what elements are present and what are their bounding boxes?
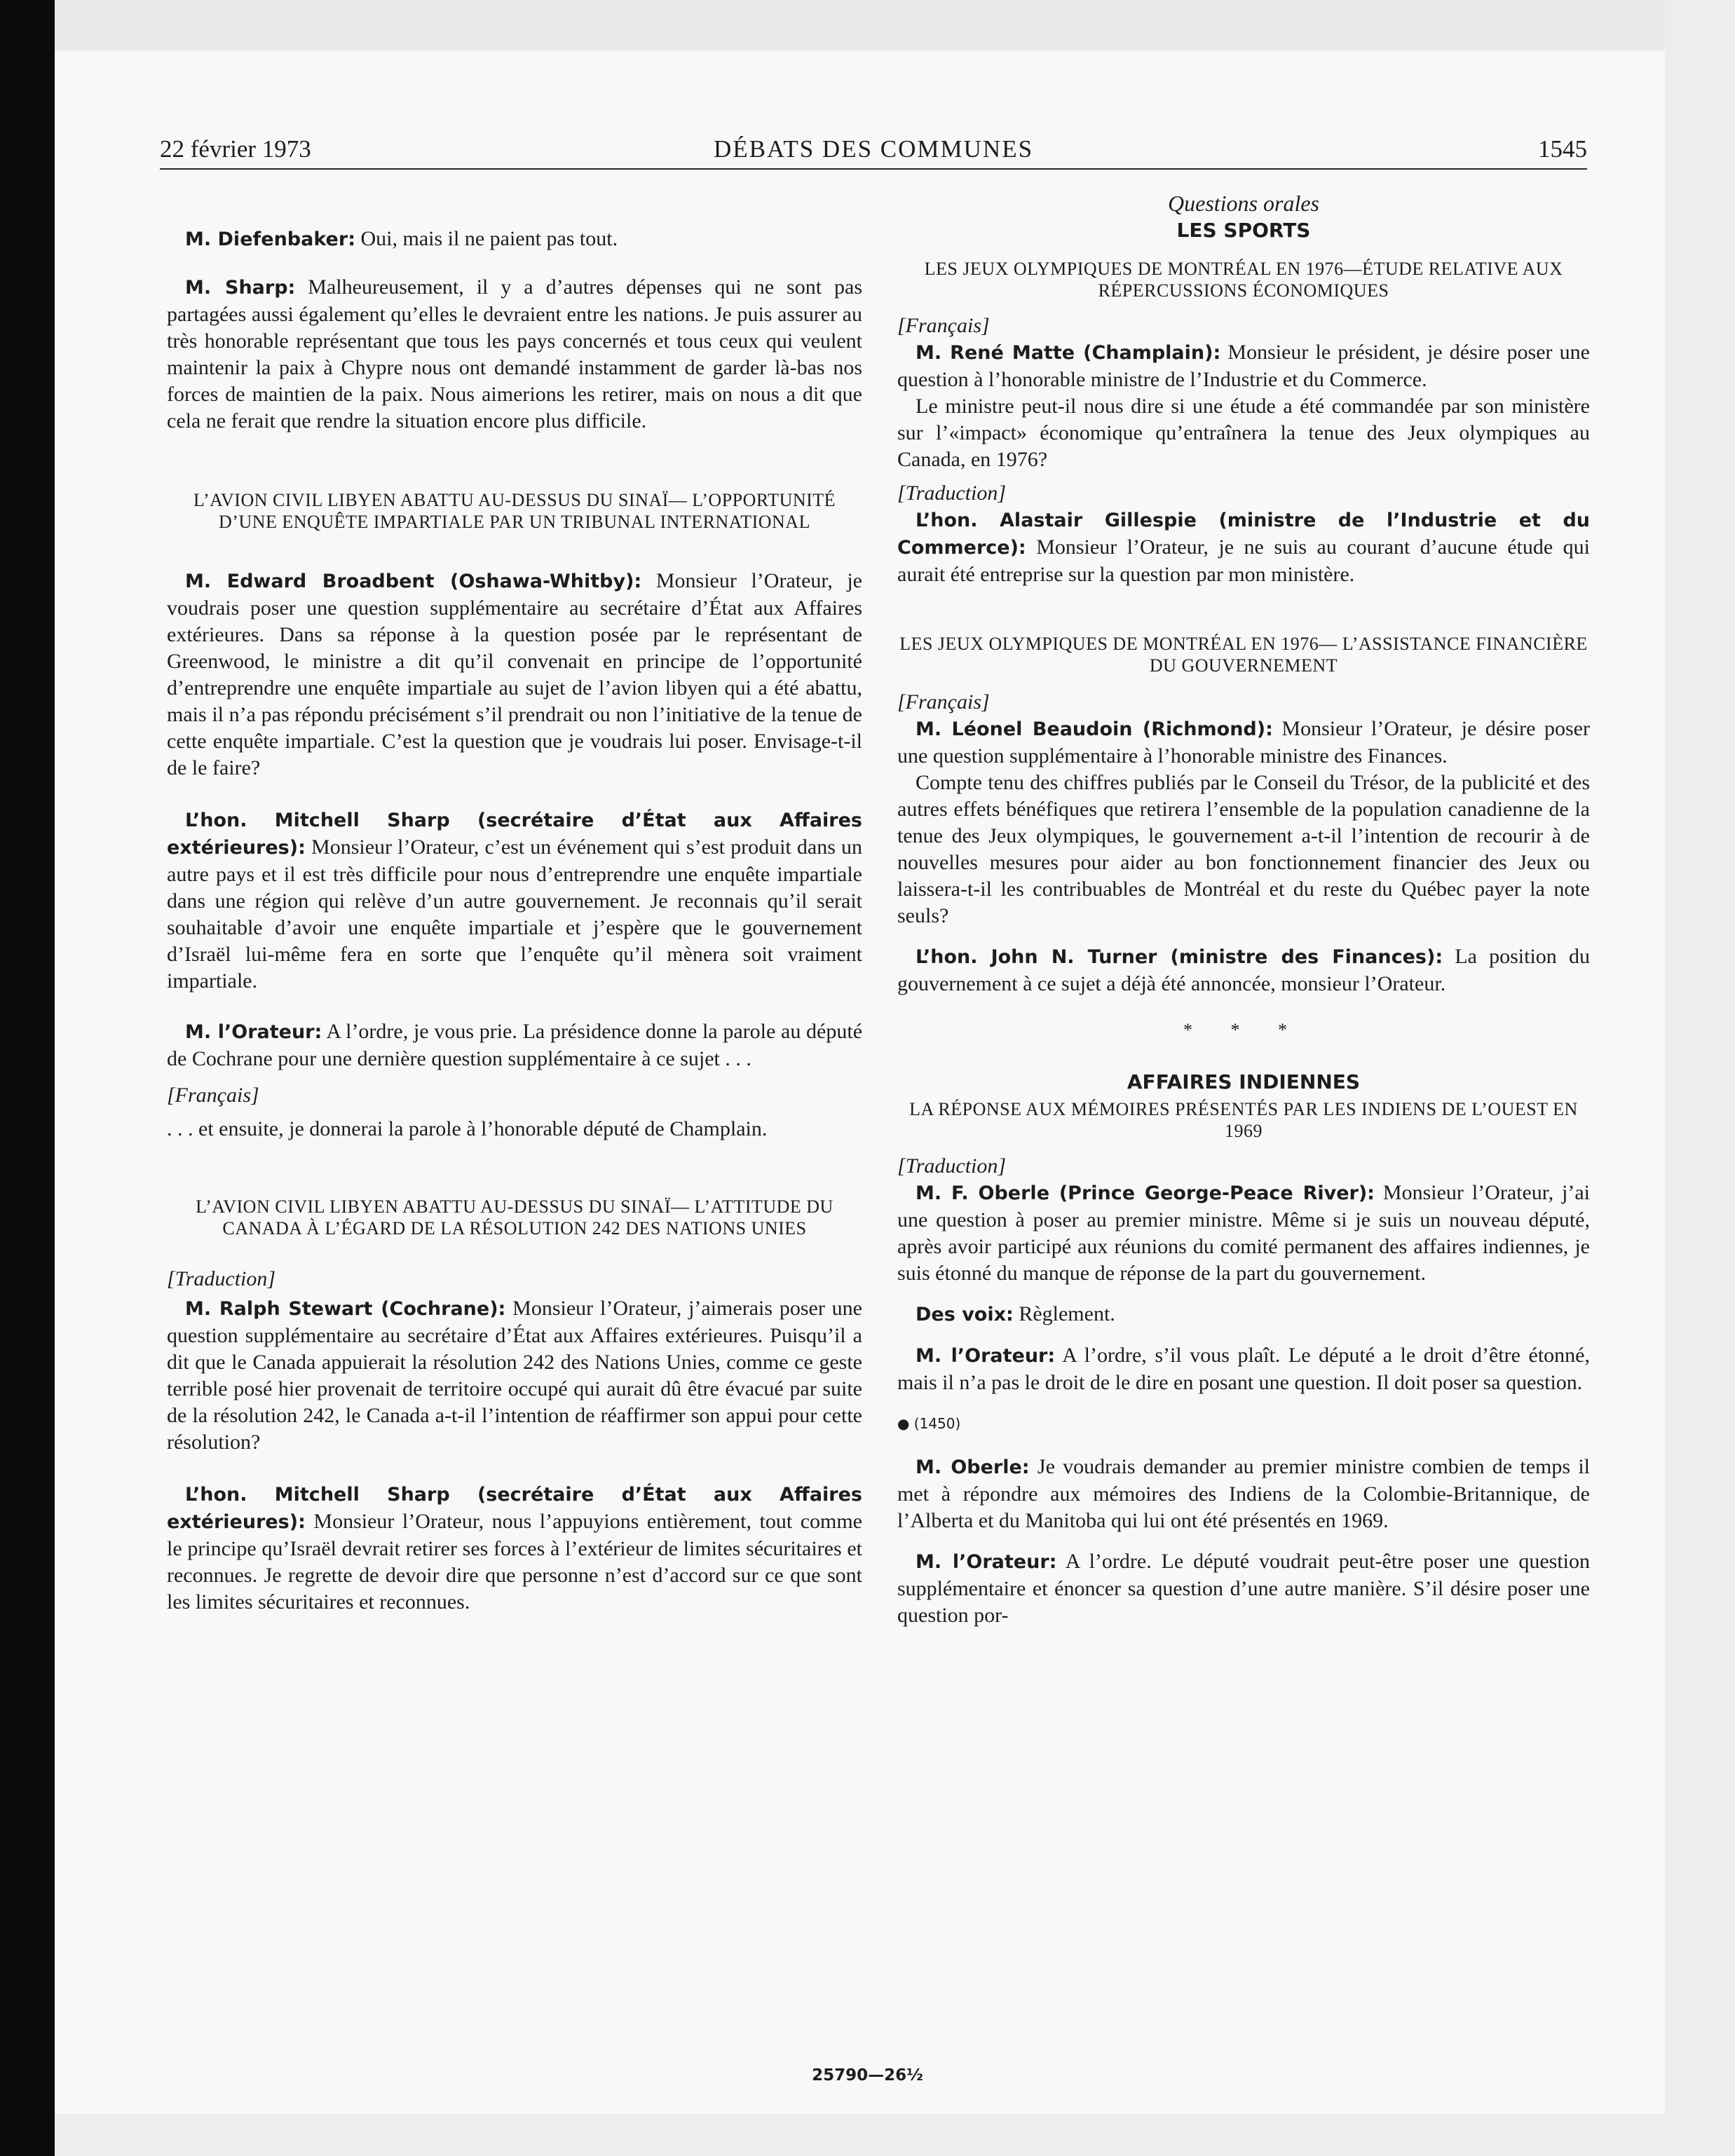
language-note: [Français] bbox=[897, 314, 990, 337]
speaker-name: L’hon. Mitchell Sharp (secrétaire d’État aux Affaires extérieures): bbox=[167, 1484, 862, 1533]
speech-text: Malheureusement, il y a d’autres dépenses qui ne sont pas partagées aussi également qu’elles le devraient entre les nations. Je puis assurer au très honorable représentant que tous les pays concernés et tous ceux qui veulent maintenir la paix à Chypre nous ont demandé instamment de garder là-bas nos forces de maintien de la paix. Nous aimerions les retirer, mais on nous a dit que cela ne ferait que rendre la situation encore plus difficile. bbox=[167, 275, 862, 432]
speech-text: A l’ordre. Le député voudrait peut-être poser une question supplémentaire et énoncer sa question d’une autre manière. S’il désire poser une question por- bbox=[897, 1550, 1590, 1627]
speech-text: Monsieur l’Orateur, c’est un événement qui s’est produit dans un autre pays et il est très difficile pour nous d’entreprendre une enquête impartiale dans une région qui relève d’un autre gouvernement. Je reconnais qu’il serait souhaitable d’avoir une enquête impartiale et j’espère que le gouvernement d’Israël lui-même fera en sorte que l’enquête qu’il mènera soit vraiment impartiale. bbox=[167, 835, 862, 992]
speaker-name: L’hon. John N. Turner (ministre des Finances): bbox=[916, 946, 1443, 968]
speech-gillespie bbox=[897, 507, 1590, 588]
language-note: [Français] bbox=[897, 690, 990, 714]
speech-text: Monsieur le président, je désire poser une question à l’honorable ministre de l’Industrie et du Commerce. bbox=[897, 341, 1590, 391]
header-title: DÉBATS DES COMMUNES bbox=[713, 135, 1034, 163]
speech-text: Je voudrais demander au premier ministre combien de temps il met à répondre aux mémoires des Indiens de la Colombie-Britannique, de l’Alberta et du Manitoba qui lui ont été présentés en 1969. bbox=[897, 1455, 1590, 1532]
language-note: [Français] bbox=[167, 1084, 259, 1107]
speech-oberle bbox=[897, 1180, 1590, 1287]
header-page-number: 1545 bbox=[1538, 135, 1587, 163]
speech-stewart bbox=[167, 1295, 862, 1456]
timestamp: ● (1450) bbox=[897, 1415, 961, 1432]
section-heading: L’AVION CIVIL LIBYEN ABATTU AU-DESSUS DU SINAÏ— L’OPPORTUNITÉ D’UNE ENQUÊTE IMPARTIALE PAR UN TRIBUNAL INTERNATIONAL bbox=[193, 490, 836, 532]
section-heading: LES JEUX OLYMPIQUES DE MONTRÉAL EN 1976— L’ASSISTANCE FINANCIÈRE DU GOUVERNEMENT bbox=[899, 634, 1588, 676]
speaker-name: M. Diefenbaker: bbox=[185, 228, 355, 250]
speech-text: Monsieur l’Orateur, j’ai une question à poser au premier ministre. Même si je suis un nouveau député, après avoir participé aux réunions du comité permanent des affaires indiennes, je suis étonné du manque de réponse de la part du gouvernement. bbox=[897, 1181, 1590, 1285]
speech-text: Monsieur l’Orateur, je voudrais poser une question supplémentaire au secrétaire d’État aux Affaires extérieures. Dans sa réponse à la question posée par le représentant de Greenwood, le ministre a dit qu’il convenait en principe de l’opportunité d’entreprendre une enquête impartiale au sujet de l’avion libyen qui a été abattu, mais il n’a pas répondu précisément s’il prendrait ou non l’initiative de la tenue de cette enquête impartiale. C’est la question que je voudrais lui poser. Envisage-t-il de le faire? bbox=[167, 569, 862, 779]
speech-orateur-2 bbox=[897, 1548, 1590, 1629]
paragraph: Compte tenu des chiffres publiés par le Conseil du Trésor, de la publicité et des autres effets bénéfiques que retirera l’ensemble de la population canadienne de la tenue des Jeux olympiques, le gouvernement a-t-il l’intention de recourir à de nouvelles mesures pour aider au bon fonctionnement financier des Jeux ou laissera-t-il les contribuables de Montréal et du reste du Québec payer la note seuls? bbox=[897, 771, 1590, 927]
speaker-name: M. l’Orateur: bbox=[916, 1551, 1057, 1573]
speech-orateur bbox=[167, 1018, 862, 1072]
speaker-name: M. Léonel Beaudoin (Richmond): bbox=[916, 718, 1273, 740]
speech-broadbent bbox=[167, 568, 862, 782]
header-date: 22 février 1973 bbox=[160, 135, 311, 163]
section-heading: LES JEUX OLYMPIQUES DE MONTRÉAL EN 1976—ÉTUDE RELATIVE AUX RÉPERCUSSIONS ÉCONOMIQUES bbox=[924, 259, 1563, 301]
speaker-name: L’hon. Mitchell Sharp (secrétaire d’État aux Affaires extérieures): bbox=[167, 810, 862, 859]
speech-sharp bbox=[167, 274, 862, 435]
section-heading: L’AVION CIVIL LIBYEN ABATTU AU-DESSUS DU SINAÏ— L’ATTITUDE DU CANADA À L’ÉGARD DE LA RÉSOLUTION 242 DES NATIONS UNIES bbox=[196, 1196, 834, 1239]
speech-text: A l’ordre, s’il vous plaît. Le député a le droit d’être étonné, mais il n’a pas le droit de le dire en posant une question. Il doit poser sa question. bbox=[897, 1344, 1591, 1394]
scan-edge-right bbox=[1665, 0, 1735, 2156]
sub-heading: AFFAIRES INDIENNES bbox=[1127, 1070, 1361, 1093]
language-note: [Traduction] bbox=[167, 1267, 276, 1290]
speech-text: Monsieur l’Orateur, je désire poser une question supplémentaire à l’honorable ministre des Finances. bbox=[897, 717, 1590, 767]
scan-edge-left bbox=[0, 0, 55, 2156]
speech-beaudoin bbox=[897, 716, 1590, 770]
speaker-name: Des voix: bbox=[916, 1304, 1014, 1325]
scan-edge-bottom bbox=[55, 2114, 1735, 2156]
speaker-name: M. l’Orateur: bbox=[916, 1345, 1056, 1367]
header-rule bbox=[160, 168, 1587, 170]
speaker-name: M. Edward Broadbent (Oshawa-Whitby): bbox=[185, 571, 642, 592]
speaker-name: M. l’Orateur: bbox=[185, 1021, 322, 1043]
speech-text: Oui, mais il ne paient pas tout. bbox=[355, 227, 618, 250]
speaker-name: M. Sharp: bbox=[185, 277, 296, 299]
speech-mitchell-sharp bbox=[167, 807, 862, 995]
speaker-name: L’hon. Alastair Gillespie (ministre de l’Industrie et du Commerce): bbox=[897, 510, 1590, 559]
section-title: Questions orales bbox=[1168, 191, 1319, 216]
language-note: [Traduction] bbox=[897, 482, 1007, 505]
speech-orateur bbox=[897, 1342, 1590, 1396]
speech-text: Règlement. bbox=[1013, 1302, 1115, 1325]
speech-text: Monsieur l’Orateur, j’aimerais poser une question supplémentaire au secrétaire d’État aux Affaires extérieures. Puisqu’il a dit que le Canada appuierait la résolution 242 des Nations Unies, comme ce geste terrible posé hier provenait de territoire occupé qui aurait dû être évacué par suite de la résolution 242, le Canada a-t-il l’intention de réaffirmer son appui pour cette résolution? bbox=[167, 1297, 862, 1454]
speech-matte bbox=[897, 339, 1590, 393]
speaker-name: M. René Matte (Champlain): bbox=[916, 342, 1221, 364]
right-column bbox=[897, 189, 1590, 1629]
speaker-name: M. F. Oberle (Prince George-Peace River): bbox=[916, 1182, 1375, 1204]
speech-text: Monsieur l’Orateur, je ne suis au courant d’aucune étude qui aurait été entreprise sur la question par mon ministère. bbox=[897, 535, 1590, 586]
page-footer: 25790—26½ bbox=[812, 2066, 923, 2085]
speech-text: A l’ordre, je vous prie. La présidence donne la parole au député de Cochrane pour une dernière question supplémentaire à ce sujet . . . bbox=[167, 1020, 863, 1070]
section-heading: LA RÉPONSE AUX MÉMOIRES PRÉSENTÉS PAR LES INDIENS DE L’OUEST EN 1969 bbox=[909, 1099, 1578, 1141]
section-separator: * * * bbox=[1183, 1020, 1304, 1040]
sub-heading: LES SPORTS bbox=[1176, 219, 1311, 242]
continuation-paragraph: . . . et ensuite, je donnerai la parole à l’honorable député de Champlain. bbox=[167, 1117, 768, 1140]
speech-des-voix bbox=[897, 1301, 1590, 1328]
speech-text: La position du gouvernement à ce sujet a déjà été annoncée, monsieur l’Orateur. bbox=[897, 945, 1590, 995]
page-header bbox=[160, 133, 1587, 165]
speech-text: Monsieur l’Orateur, nous l’appuyions entièrement, tout comme le principe qu’Israël devrait retirer ses forces à l’extérieur de limites sécuritaires et reconnues. Je regrette de devoir dire que personne n’est d’accord sur ce que sont les limites sécuritaires et reconnues. bbox=[167, 1510, 862, 1613]
left-column bbox=[167, 189, 862, 1616]
speaker-name: M. Oberle: bbox=[916, 1456, 1030, 1478]
speech-oberle-2 bbox=[897, 1454, 1590, 1534]
paragraph: Le ministre peut-il nous dire si une étude a été commandée par son ministère sur l’«impact» économique qu’entraînera la tenue des Jeux olympiques au Canada, en 1976? bbox=[897, 395, 1590, 471]
speech-mitchell-sharp-2 bbox=[167, 1481, 862, 1616]
speech-diefenbaker bbox=[167, 226, 862, 253]
speech-turner bbox=[897, 943, 1590, 997]
language-note: [Traduction] bbox=[897, 1154, 1007, 1178]
speaker-name: M. Ralph Stewart (Cochrane): bbox=[185, 1298, 506, 1320]
scan-edge-top bbox=[55, 0, 1735, 50]
